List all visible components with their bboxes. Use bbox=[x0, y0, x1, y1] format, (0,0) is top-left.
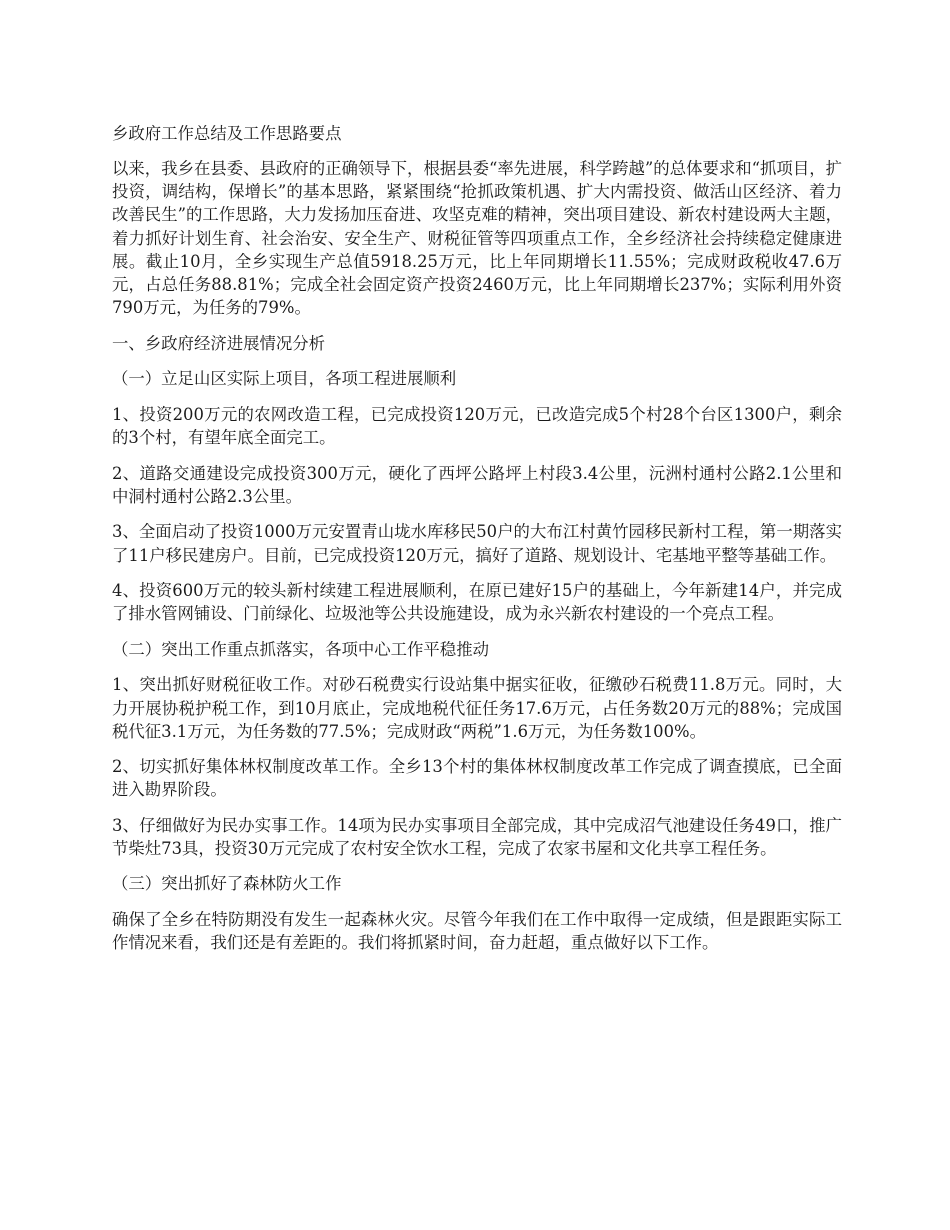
subsection-heading-projects: （一）立足山区实际上项目，各项工程进展顺利 bbox=[112, 369, 457, 389]
section-heading-economy: 一、乡政府经济进展情况分析 bbox=[112, 333, 326, 353]
subsection-heading-key-work: （二）突出工作重点抓落实，各项中心工作平稳推动 bbox=[112, 639, 489, 659]
list-item: 2、道路交通建设完成投资300万元，硬化了西坪公路坪上村段3.4公里，沅洲村通村公路2.1公里和中洞村通村公路2.3公里。 bbox=[112, 463, 842, 506]
closing-paragraph: 确保了全乡在特防期没有发生一起森林火灾。尽管今年我们在工作中取得一定成绩，但是跟距实际工作情况来看，我们还是有差距的。我们将抓紧时间，奋力赶超，重点做好以下工作。 bbox=[112, 910, 842, 953]
document-title: 乡政府工作总结及工作思路要点 bbox=[112, 124, 342, 143]
list-item: 1、投资200万元的农网改造工程，已完成投资120万元，已改造完成5个村28个台区1300户，剩余的3个村，有望年底全面完工。 bbox=[112, 405, 842, 448]
list-item: 3、全面启动了投资1000万元安置青山垅水库移民50户的大布江村黄竹园移民新村工程，第一期落实了11户移民建房户。目前，已完成投资120万元，搞好了道路、规划设计、宅基地平整等基础工作。 bbox=[112, 522, 842, 565]
list-item: 1、突出抓好财税征收工作。对砂石税费实行设站集中据实征收，征缴砂石税费11.8万元。同时，大力开展协税护税工作，到10月底止，完成地税代征任务17.6万元，占任务数20万元的88%；完成国税代征3.1万元，为任务数的77.5%；完成财政“两税”1.6万元，为任务数100%。 bbox=[112, 675, 842, 741]
list-item: 3、仔细做好为民办实事工作。14项为民办实事项目全部完成，其中完成沼气池建设任务49口，推广节柴灶73具，投资30万元完成了农村安全饮水工程，完成了农家书屋和文化共享工程任务。 bbox=[112, 815, 842, 858]
list-item: 2、切实抓好集体林权制度改革工作。全乡13个村的集体林权制度改革工作完成了调查摸底，已全面进入勘界阶段。 bbox=[112, 757, 842, 800]
subsection-heading-fire-prevention: （三）突出抓好了森林防火工作 bbox=[112, 874, 342, 894]
intro-paragraph: 以来，我乡在县委、县政府的正确领导下，根据县委“率先进展，科学跨越”的总体要求和“抓项目，扩投资，调结构，保增长”的基本思路，紧紧围绕“抢抓政策机遇、扩大内需投资、做活山区经济、着力改善民生”的工作思路，大力发扬加压奋进、攻坚克难的精神，突出项目建设、新农村建设两大主题，着力抓好计划生育、社会治安、安全生产、财税征管等四项重点工作，全乡经济社会持续稳定健康进展。截止10月，全乡实现生产总值5918.25万元，比上年同期增长11.55%；完成财政税收47.6万元，占总任务88.81%；完成全社会固定资产投资2460万元，比上年同期增长237%；实际利用外资790万元，为任务的79%。 bbox=[112, 159, 842, 318]
document-body bbox=[112, 122, 842, 967]
list-item: 4、投资600万元的较头新村续建工程进展顺利，在原已建好15户的基础上，今年新建14户，并完成了排水管网铺设、门前绿化、垃圾池等公共设施建设，成为永兴新农村建设的一个亮点工程。 bbox=[112, 580, 842, 624]
